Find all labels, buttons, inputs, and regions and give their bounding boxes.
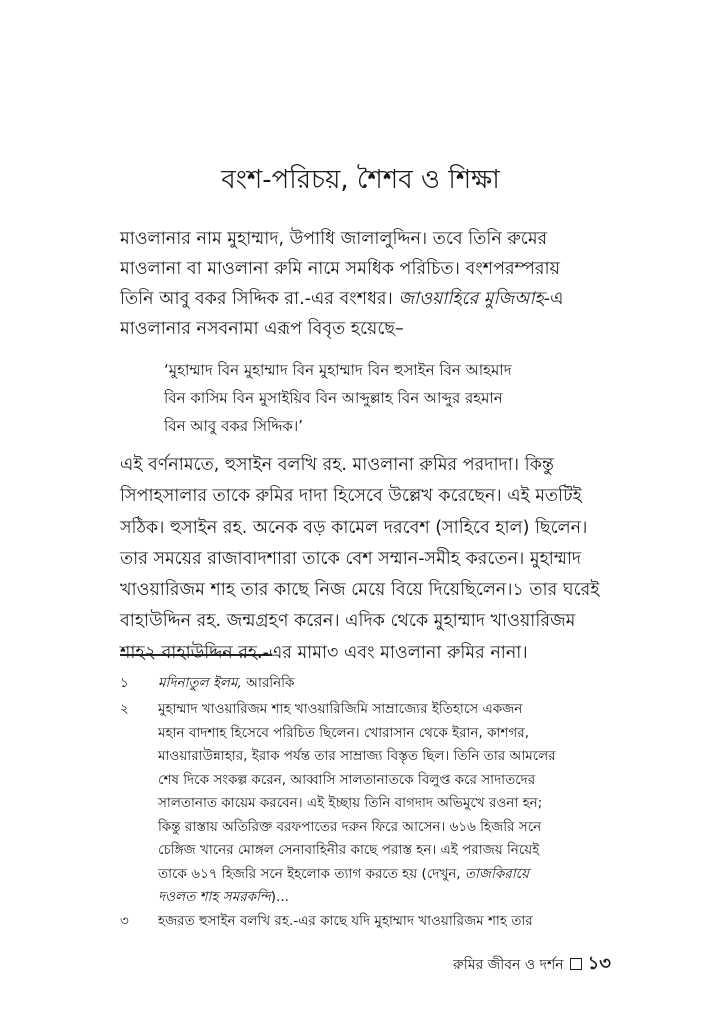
para2-line-4: তার সময়ের রাজাবাদশারা তাকে বেশ সম্মান-সমীহ করতেন। মুহাম্মাদ: [120, 548, 582, 569]
fn2-line-8: [158, 863, 630, 887]
fn2-line-4: শেষ দিকে সংকল্প করেন, আব্বাসি সালতানাতকে বিলুপ্ত করে সাদাতদের: [158, 771, 536, 788]
footnote-3-text: হজরত হুসাইন বলখি রহ.-এর কাছে যদি মুহাম্মাদ খাওয়ারিজম শাহ তার: [158, 913, 533, 929]
para2-line-1: এই বর্ণনামতে, হুসাইন বলখি রহ. মাওলানা রুমির পরদাদা। কিন্তু: [120, 455, 554, 475]
lineage-quote: [164, 356, 584, 440]
footnote-1-source: মদিনাতুল ইলম,: [158, 675, 242, 691]
fn2-line-8-pre: তাকে ৬১৭ হিজরি সনে ইহলোক ত্যাগ করতে হয় (দেখুন,: [158, 865, 465, 882]
running-book-title: রুমির জীবন ও দর্শন: [453, 957, 564, 973]
para1-line-3-post: -এ: [543, 289, 564, 309]
fn2-line-3: মাওয়ারাউন্নাহার, ইরাক পর্যন্ত তার সাম্রাজ্য বিস্তৃত ছিল। তিনি তার আমলের: [158, 748, 556, 764]
quote-line-1: ‘মুহাম্মাদ বিন মুহাম্মাদ বিন মুহাম্মাদ বিন হুসাইন বিন আহমাদ: [164, 361, 512, 379]
para1-line-4: মাওলানার নসবনামা এরূপ বিবৃত হয়েছে–: [120, 319, 404, 339]
fn2-line-5: সালতানাত কায়েম করবেন। এই ইচ্ছায় তিনি বাগদাদ অভিমুখে রওনা হন;: [158, 795, 543, 811]
page-footer: [453, 952, 611, 977]
footnote-divider: [120, 654, 272, 656]
quote-line-2: বিন কাসিম বিন মুসাইয়িব বিন আব্দুল্লাহ বিন আব্দুর রহমান: [164, 389, 503, 407]
page-number: ১৩: [587, 953, 611, 974]
footnote-1-text: [158, 672, 630, 696]
fn2-line-1: মুহাম্মাদ খাওয়ারিজম শাহ খাওয়ারিজিমি সাম্রাজ্যের ইতিহাসে একজন: [158, 701, 523, 717]
fn2-line-9: [158, 886, 630, 910]
para2-line-6: বাহাউদ্দিন রহ. জন্মগ্রহণ করেন। এদিক থেকে মুহাম্মাদ খাওয়ারিজম: [120, 611, 576, 632]
fn2-line-6: কিন্তু রাস্তায় অতিরিক্ত বরফপাতের দরুন ফিরে আসেন। ৬১৬ হিজরি সনে: [158, 818, 542, 835]
fn2-line-8-em: তাজকিরায়ে: [464, 865, 530, 882]
para1-line-3: [120, 284, 620, 314]
para2-line-5: খাওয়ারিজম শাহ তার কাছে নিজ মেয়ে বিয়ে দিয়েছিলেন।১ তার ঘরেই: [120, 580, 600, 601]
chapter-title: বংশ-পরিচয়, শৈশব ও শিক্ষা: [221, 165, 500, 195]
footnote-1-number: ১: [120, 675, 129, 691]
footnote-1-rest: আরনিকি: [241, 675, 295, 691]
footnote-2-number: ২: [120, 701, 129, 717]
para1-line-1: মাওলানার নাম মুহাম্মাদ, উপাধি জালালুদ্দিন। তবে তিনি রুমের: [120, 229, 548, 249]
fn2-line-9-post: )...: [270, 889, 289, 905]
para2-line-7: শাহ২ বাহাউদ্দিন রহ.-এর মামা৩ এবং মাওলানা রুমির নানা।: [120, 642, 528, 663]
fn2-line-9-em: দওলত শাহ সমরকন্দি: [158, 889, 271, 905]
fn2-line-2: মহান বাদশাহ হিসেবে পরিচিত ছিলেন। খোরাসান থেকে ইরান, কাশগর,: [158, 724, 529, 741]
square-ornament-icon: [570, 958, 582, 970]
footnote-2-text: [158, 698, 630, 910]
para1-line-2: মাওলানা বা মাওলানা রুমি নামে সমধিক পরিচিত। বংশপরম্পরায়: [120, 259, 560, 279]
quote-line-3: বিন আবু বকর সিদ্দিক।’: [164, 417, 304, 435]
intro-paragraph: [120, 224, 620, 344]
para2-line-3: সঠিক। হুসাইন রহ. অনেক বড় কামেল দরবেশ (সাহিবে হাল) ছিলেন।: [120, 517, 588, 538]
fn2-line-7: চেঙ্গিজ খানের মোঙ্গল সেনাবাহিনীর কাছে পরাস্ত হন। এই পরাজয় নিয়েই: [158, 842, 540, 858]
para1-line-3-pre: তিনি আবু বকর সিদ্দিক রা.-এর বংশধর।: [120, 289, 399, 309]
footnote-3-number: ৩: [120, 913, 129, 929]
para2-line-2: সিপাহসালার তাকে রুমির দাদা হিসেবে উল্লেখ করেছেন। এই মতটিই: [120, 486, 582, 507]
lineage-paragraph: [120, 450, 620, 669]
book-reference-jawahir: জাওয়াহিরে মুজিআহ: [398, 289, 544, 309]
